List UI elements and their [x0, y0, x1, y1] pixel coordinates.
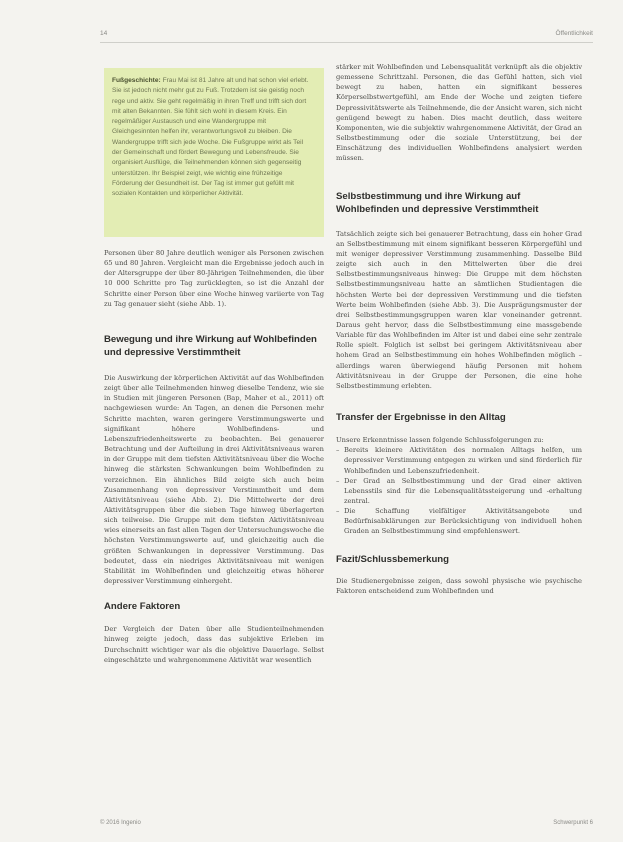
page-number: 14: [100, 30, 108, 37]
right-heading-2: Transfer der Ergebnisse in den Alltag: [336, 412, 506, 424]
right-heading-3: Fazit/Schlussbemerkung: [336, 553, 450, 565]
conclusion-list: [336, 445, 582, 536]
right-paragraph-3: Unsere Erkenntnisse lassen folgende Schlussfolgerungen zu:: [336, 436, 544, 445]
left-column: [104, 62, 324, 665]
right-column: [336, 62, 582, 596]
left-paragraph-3: Der Vergleich der Daten über alle Studienteilnehmenden hinweg zeigte jedoch, dass das subjektive Erleben im Durchschnitt wichtiger war als die objektive Dauerlage. Selbst eingeschätzte und wahrgenommene Aktivität war wesentlich: [104, 625, 324, 664]
list-item: – Der Grad an Selbstbestimmung und der Grad einer aktiven Lebensstils sind für die Lebensqualitätssteigerung und -erhaltung zentral.: [344, 476, 582, 506]
list-item: – Die Schaffung vielfältiger Aktivitätsangebote und Bedürfnisabklärungen zur Berücksichtigung von individuell hohen Graden an Selbstbestimmung sind empfehlenswert.: [344, 506, 582, 536]
callout-box: [104, 68, 324, 237]
left-heading-1: Bewegung und ihre Wirkung auf Wohlbefinden und depressive Verstimmtheit: [104, 333, 317, 358]
right-paragraph-4: Die Studienergebnisse zeigen, dass sowohl physische wie psychische Faktoren entscheidend zum Wohlbefinden und: [336, 576, 582, 595]
section-label: Öffentlichkeit: [555, 30, 593, 37]
callout-text: Frau Mai ist 81 Jahre alt und hat schon viel erlebt. Sie ist jedoch nicht mehr gut zu Fuß. Trotzdem ist sie geistig noch rege und aktiv. Sie geht regelmäßig in ihren Treff und trifft sich dort mit alten Bekannten. Sie fühlt sich wohl in diesem Kreis. Ein regelmäßiger Austausch und eine Wandergruppe mit Gleichgesinnten helfen ihr, verantwortungsvoll zu bleiben. Die Wandergruppe trifft sich jede Woche. Die Fußgruppe wirkt als Teil der Gemeinschaft und fördert Bewegung und Lebensfreude. Sie organisiert Ausflüge, die Teilnehmenden können sich gegenseitig unterstützen. Ihr Beispiel zeigt, wie wichtig eine frühzeitige Förderung der Gesundheit ist. Der Tag ist immer gut gefüllt mit sozialen Kontakten und körperlicher Aktivität.: [112, 77, 309, 198]
right-heading-1: Selbstbestimmung und ihre Wirkung auf Wohlbefinden und depressive Verstimmtheit: [336, 190, 539, 215]
footer-left: © 2016 Ingenio: [100, 820, 141, 826]
footer-right: Schwerpunkt 6: [553, 820, 593, 826]
right-paragraph-2: Tatsächlich zeigte sich bei genauerer Betrachtung, dass ein hoher Grad an Selbstbestimmung mit einem signifikant besseren Körpergefühl und mit weniger depressiver Verstimmung zusammenhing. Dasselbe Bild zeigte sich auch in den Mittelwerten über die drei Selbstbestimmungsniveaus hinweg: Die Gruppe mit dem höchsten Selbstbestimmungsniveau hatte an sämtlichen Studientagen die höchsten Werte bei der depressiven Verstimmung und die tiefsten Werte beim Wohlbefinden (siehe Abb. 3). Die Ausprägungsmuster der drei Selbstbestimmungsgruppen waren klar voneinander getrennt. Daraus geht hervor, dass die Selbstbestimmung eine massgebende Variable für das Wohlbefinden im Alter ist und dabei eine sehr zentrale Rolle spielt. Folglich ist selbst bei geringem Aktivitätsniveau aber hohem Grad an Selbstbestimmung ein hohes Wohlbefinden möglich – allerdings waren überwiegend häufig Personen mit hohem Aktivitätsniveau in der Gruppe der Personen, die eine hohe Selbstbestimmung erlebten.: [336, 229, 582, 390]
list-item: – Bereits kleinere Aktivitäten des normalen Alltags helfen, um depressiver Verstimmung entgegen zu wirken und sind förderlich für Wohlbefinden und Lebenszufriedenheit.: [344, 445, 582, 475]
callout-lead: Fußgeschichte:: [112, 77, 161, 84]
left-paragraph-2: Die Auswirkung der körperlichen Aktivität auf das Wohlbefinden zeigt über alle Teilnehmenden hinweg dieselbe Tendenz, wie sie in Studien mit jüngeren Personen (Bap, Maher et al., 2011) oft nachgewiesen wurde: An Tagen, an denen die Personen mehr Schritte machten, waren geringere Verstimmungswerte und signifikant höhere Wohlbefindens- und Lebenszufriedenheitswerte zu beobachten. Bei genauerer Betrachtung und der Aufteilung in drei Aktivitätsniveaus waren in der Gruppe mit dem tiefsten Aktivitätsniveau über die Woche hinweg die stärksten Schwankungen beim Wohlbefinden zu verzeichnen. Ein ähnliches Bild zeigte sich auch beim Zusammenhang von depressiver Verstimmtheit und dem Aktivitätsniveau (siehe Abb. 2). Die Mittelwerte der drei Aktivitätsgruppen über die sieben Tage hinweg überlagerten sich teilweise. Die Gruppe mit dem tiefsten Aktivitätsniveau wies einerseits an fast allen Tagen der Untersuchungswoche die höchsten Verstimmungswerte auf, und gleichzeitig auch die größten Schwankungen in depressiver Verstimmung. Das bedeutet, dass ein niedriges Aktivitätsniveau mit wenigen Stabilität im Wohlbefinden und gleichzeitig etwas höherer depressiver Verstimmung einhergeht.: [104, 373, 324, 586]
left-heading-2: Andere Faktoren: [104, 601, 181, 613]
right-paragraph-1: stärker mit Wohlbefinden und Lebensqualität verknüpft als die objektiv gemessene Schrittzahl. Personen, die das Gefühl hatten, sich viel bewegt zu haben, hatten ein signifikant besseres Körperselbstwertgefühl, am Ende der Woche und zeigten tiefere Depressivitätswerte als Teilnehmende, die der Ansicht waren, sich nicht genügend bewegt zu haben. Dies macht deutlich, dass weitere Komponenten, wie die subjektiv wahrgenommene Aktivität, der Grad an Selbstbestimmung oder die soziale Unterstützung, bei der Einschätzung des individuellen Wohlbefindens analysiert werden müssen.: [336, 63, 582, 163]
left-paragraph-1: Personen über 80 Jahre deutlich weniger als Personen zwischen 65 und 80 Jahren. Vergleicht man die Ergebnisse jedoch auch in der Altersgruppe der über 80-Jährigen Teilnehmenden, die über 10 000 Schritte pro Tag zurücklegten, so ist die Anzahl der Schritte einer Person über eine Woche hinweg variierte von Tag zu Tag genauer sieht (siehe Abb. 1).: [104, 249, 324, 308]
header-rule: [100, 42, 593, 43]
